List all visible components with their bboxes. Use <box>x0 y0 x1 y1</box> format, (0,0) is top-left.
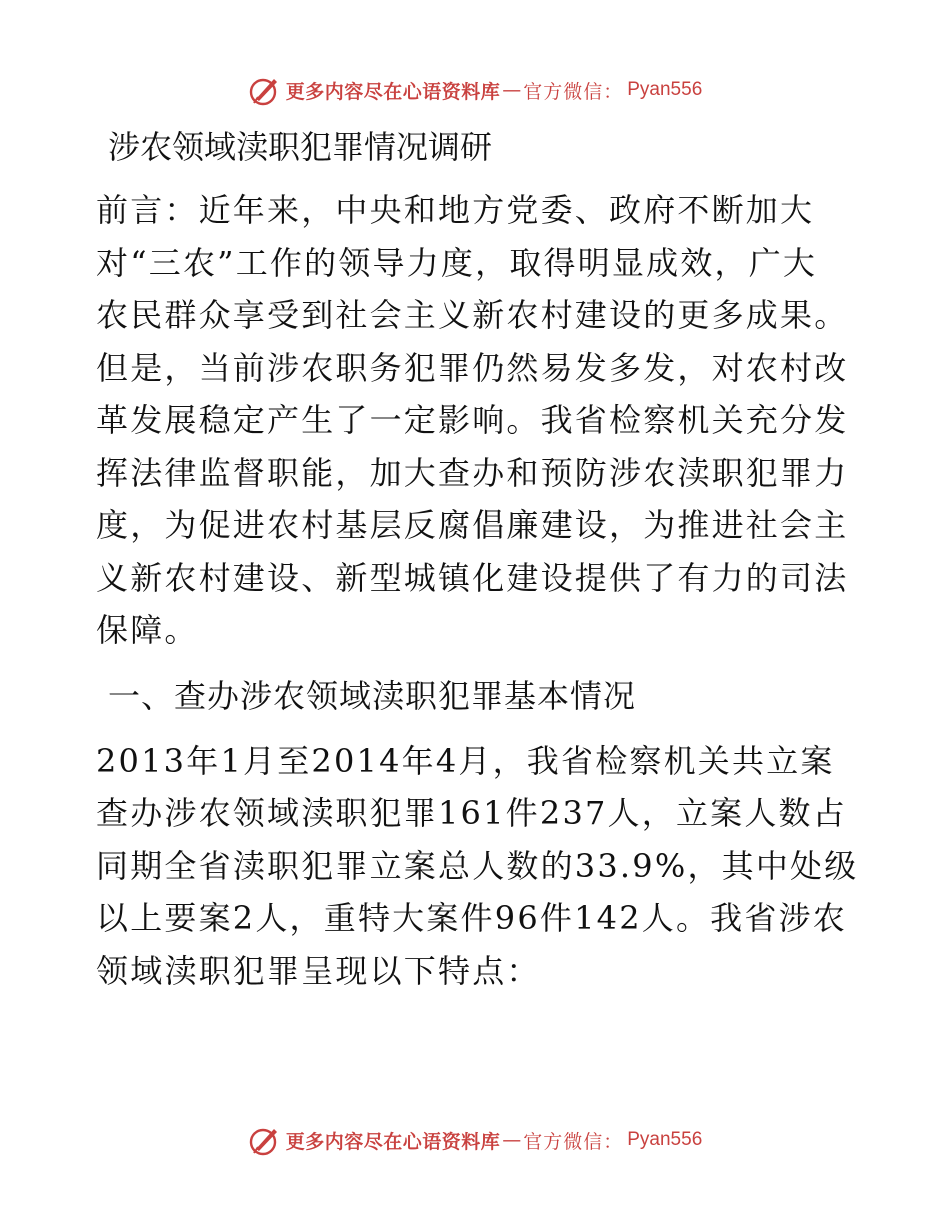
banner-wechat-id: Pyan556 <box>627 1129 703 1150</box>
section-1-paragraph <box>96 735 866 998</box>
banner-text: 更多内容尽在心语资料库 <box>285 80 501 103</box>
text-line: 但是，当前涉农职务犯罪仍然易发多发，对农村改 <box>96 348 849 387</box>
text-line: 义新农村建设、新型城镇化建设提供了有力的司法 <box>96 558 849 597</box>
document-title: 涉农领域渎职犯罪情况调研 <box>108 128 493 166</box>
section-heading-1: 一、查办涉农领域渎职犯罪基本情况 <box>108 676 637 715</box>
preface-paragraph <box>96 184 866 657</box>
footer-watermark-banner <box>0 1120 950 1160</box>
text-line: 对“三农”工作的领导力度，取得明显成效，广大 <box>96 243 818 282</box>
text-line: 以上要案2人，重特大案件96件142人。我省涉农 <box>96 899 847 937</box>
banner-wechat-id: Pyan556 <box>627 79 703 100</box>
document-body <box>96 118 866 997</box>
text-line: 2013年1月至2014年4月，我省检察机关共立案 <box>96 741 835 780</box>
banner-text: 更多内容尽在心语资料库 <box>285 1130 501 1153</box>
banner-dash: — <box>502 1129 522 1151</box>
text-line: 革发展稳定产生了一定影响。我省检察机关充分发 <box>96 401 849 439</box>
text-line: 同期全省渎职犯罪立案总人数的33.9%，其中处级 <box>96 846 859 885</box>
text-line: 挥法律监督职能，加大查办和预防涉农渎职犯罪力 <box>96 453 849 492</box>
text-line: 度，为促进农村基层反腐倡廉建设，为推进社会主 <box>96 506 849 544</box>
quill-logo-icon <box>248 73 282 107</box>
banner-label: 官方微信： <box>523 80 624 103</box>
text-line: 保障。 <box>96 611 199 649</box>
text-line: 农民群众享受到社会主义新农村建设的更多成果。 <box>96 296 849 334</box>
banner-label: 官方微信： <box>523 1130 624 1153</box>
text-line: 领域渎职犯罪呈现以下特点： <box>96 951 541 990</box>
text-line: 前言：近年来，中央和地方党委、政府不断加大 <box>96 191 815 229</box>
quill-logo-icon <box>248 1123 282 1157</box>
text-line: 查办涉农领域渎职犯罪161件237人，立案人数占 <box>96 794 847 832</box>
header-watermark-banner <box>0 70 950 110</box>
banner-dash: — <box>502 79 522 101</box>
